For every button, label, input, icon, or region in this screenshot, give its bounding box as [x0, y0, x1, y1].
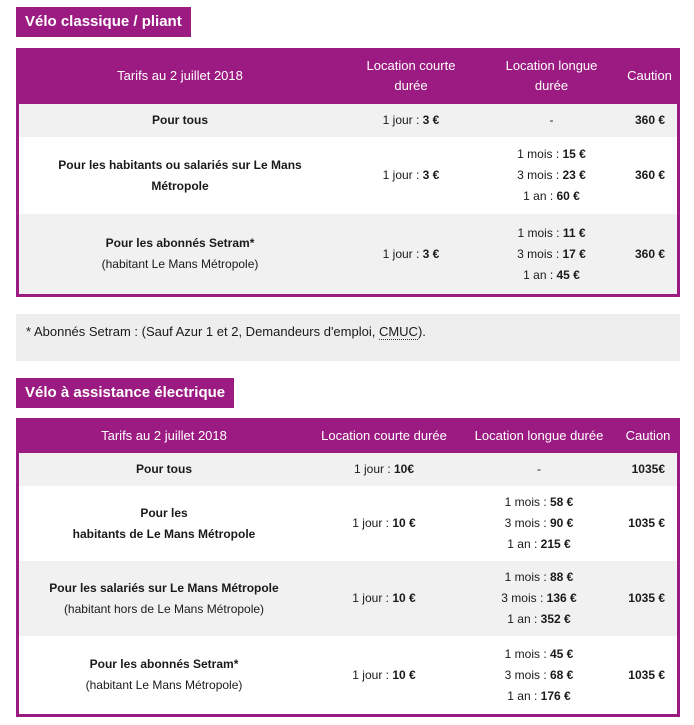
deposit-value: 360 €	[622, 137, 677, 214]
table-header-row	[19, 48, 677, 104]
deposit-value: 360 €	[622, 104, 677, 137]
long-term-prices: 1 mois : 11 € 3 mois : 17 € 1 an : 45 €	[481, 214, 622, 294]
header-deposit: Caution	[625, 427, 671, 443]
long-term-prices: 1 mois : 15 € 3 mois : 23 € 1 an : 60 €	[481, 137, 622, 214]
header-short-term: Location courte durée	[366, 58, 456, 93]
row-category: Pour tous	[19, 104, 341, 137]
short-term-price: 1 jour : 10 €	[309, 636, 459, 714]
row-category: Pour les abonnés Setram* (habitant Le Mans Métropole)	[19, 214, 341, 294]
table-row	[19, 486, 677, 561]
header-rates: Tarifs au 2 juillet 2018	[101, 427, 227, 443]
table-row	[19, 104, 677, 137]
short-term-price: 1 jour : 3 €	[341, 214, 481, 294]
row-category: Pour les habitants ou salariés sur Le Mans Métropole	[19, 137, 341, 214]
table-row	[19, 137, 677, 214]
table-row	[19, 561, 677, 636]
section-title-electric-bike: Vélo à assistance électrique	[16, 378, 234, 408]
long-term-prices: 1 mois : 45 € 3 mois : 68 € 1 an : 176 €	[459, 636, 619, 714]
header-short-term: Location courte durée	[321, 427, 447, 443]
long-term-prices: 1 mois : 58 € 3 mois : 90 € 1 an : 215 €	[459, 486, 619, 561]
short-term-price: 1 jour : 10€	[309, 453, 459, 486]
row-category: Pour les salariés sur Le Mans Métropole (habitant hors de Le Mans Métropole)	[19, 561, 309, 636]
pricing-table-electric-bike	[16, 418, 680, 717]
deposit-value: 1035 €	[619, 486, 677, 561]
table-header-row	[19, 418, 677, 453]
subscriber-footnote: * Abonnés Setram : (Sauf Azur 1 et 2, Demandeurs d'emploi, CMUC).	[16, 314, 680, 361]
deposit-value: 1035 €	[619, 561, 677, 636]
table-row	[19, 214, 677, 294]
row-category: Pour tous	[19, 453, 309, 486]
cmuc-abbreviation[interactable]: CMUC	[378, 324, 418, 339]
deposit-value: 1035 €	[619, 636, 677, 714]
pricing-table-classic-bike	[16, 48, 680, 297]
header-long-term: Location longue durée	[474, 427, 604, 443]
row-category: Pour les abonnés Setram* (habitant Le Mans Métropole)	[19, 636, 309, 714]
row-category: Pour les habitants de Le Mans Métropole	[19, 486, 309, 561]
long-term-price: -	[459, 453, 619, 486]
short-term-price: 1 jour : 10 €	[309, 486, 459, 561]
short-term-price: 1 jour : 3 €	[341, 137, 481, 214]
table-row	[19, 453, 677, 486]
long-term-prices: 1 mois : 88 € 3 mois : 136 € 1 an : 352 €	[459, 561, 619, 636]
header-rates: Tarifs au 2 juillet 2018	[117, 68, 243, 83]
header-deposit: Caution	[627, 68, 672, 83]
header-long-term: Location longue durée	[505, 58, 598, 93]
deposit-value: 360 €	[622, 214, 677, 294]
short-term-price: 1 jour : 10 €	[309, 561, 459, 636]
long-term-price: -	[481, 104, 622, 137]
table-row	[19, 636, 677, 714]
section-title-classic-bike: Vélo classique / pliant	[16, 7, 191, 37]
short-term-price: 1 jour : 3 €	[341, 104, 481, 137]
deposit-value: 1035€	[619, 453, 677, 486]
